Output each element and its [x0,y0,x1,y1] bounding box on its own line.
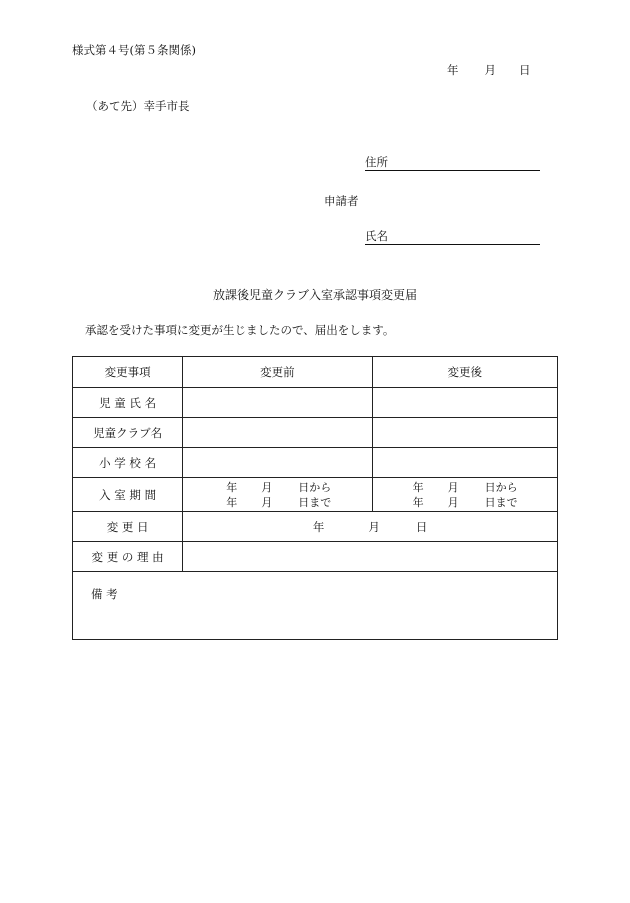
document-title: 放課後児童クラブ入室承認事項変更届 [212,288,417,302]
period-after-from-month: 月 [447,480,459,494]
period-after-from-year: 年 [412,480,424,494]
period-before-from-day: 日から [298,480,332,494]
club-name-after[interactable] [372,418,557,448]
club-name-before[interactable] [183,418,372,448]
period-after-to-year: 年 [412,495,424,509]
change-date-value[interactable] [183,512,558,542]
change-date-day: 日 [415,519,428,534]
reason-value[interactable] [183,542,558,572]
period-after-to-month: 月 [447,495,459,509]
date-year: 年 [447,63,459,77]
table-row [73,388,558,418]
child-name-before[interactable] [183,388,372,418]
table-row [73,418,558,448]
addressee: （あて先）幸手市長 [86,99,190,113]
header-change-item: 変更事項 [73,357,183,388]
row-label-school-name: 小 学 校 名 [73,448,183,478]
period-before-to-year: 年 [226,495,238,509]
row-label-period: 入 室 期 間 [73,478,183,512]
header-after: 変更後 [372,357,557,388]
table-row [73,512,558,542]
name-field[interactable] [365,228,540,245]
form-number: 様式第４号(第５条関係) [72,43,196,57]
table-row [73,572,558,640]
change-date-year: 年 [312,519,325,534]
row-label-child-name: 児 童 氏 名 [73,388,183,418]
change-table [72,356,558,640]
name-label: 氏名 [365,229,388,243]
period-before[interactable] [183,478,372,512]
date-month: 月 [484,63,496,77]
address-field[interactable] [365,154,540,171]
remarks-label: 備 考 [91,587,118,601]
period-after-from-day: 日から [484,480,518,494]
header-before: 変更前 [183,357,372,388]
row-label-reason: 変 更 の 理 由 [73,542,183,572]
change-date-month: 月 [368,519,380,534]
school-name-after[interactable] [372,448,557,478]
applicant-label: 申請者 [324,194,359,208]
table-header-row [73,357,558,388]
remarks-cell[interactable] [73,572,558,640]
date-day: 日 [519,63,531,77]
address-label: 住所 [365,155,388,169]
period-before-to-month: 月 [261,495,273,509]
period-before-to-day: 日まで [298,495,332,509]
row-label-club-name: 児童クラブ名 [73,418,183,448]
lead-text: 承認を受けた事項に変更が生じましたので、届出をします。 [85,323,395,337]
table-row [73,478,558,512]
submission-date [447,62,531,78]
child-name-after[interactable] [372,388,557,418]
period-after[interactable] [372,478,557,512]
period-before-from-year: 年 [226,480,238,494]
table-row [73,448,558,478]
period-before-from-month: 月 [261,480,273,494]
period-after-to-day: 日まで [484,495,518,509]
table-row [73,542,558,572]
row-label-change-date: 変 更 日 [73,512,183,542]
school-name-before[interactable] [183,448,372,478]
